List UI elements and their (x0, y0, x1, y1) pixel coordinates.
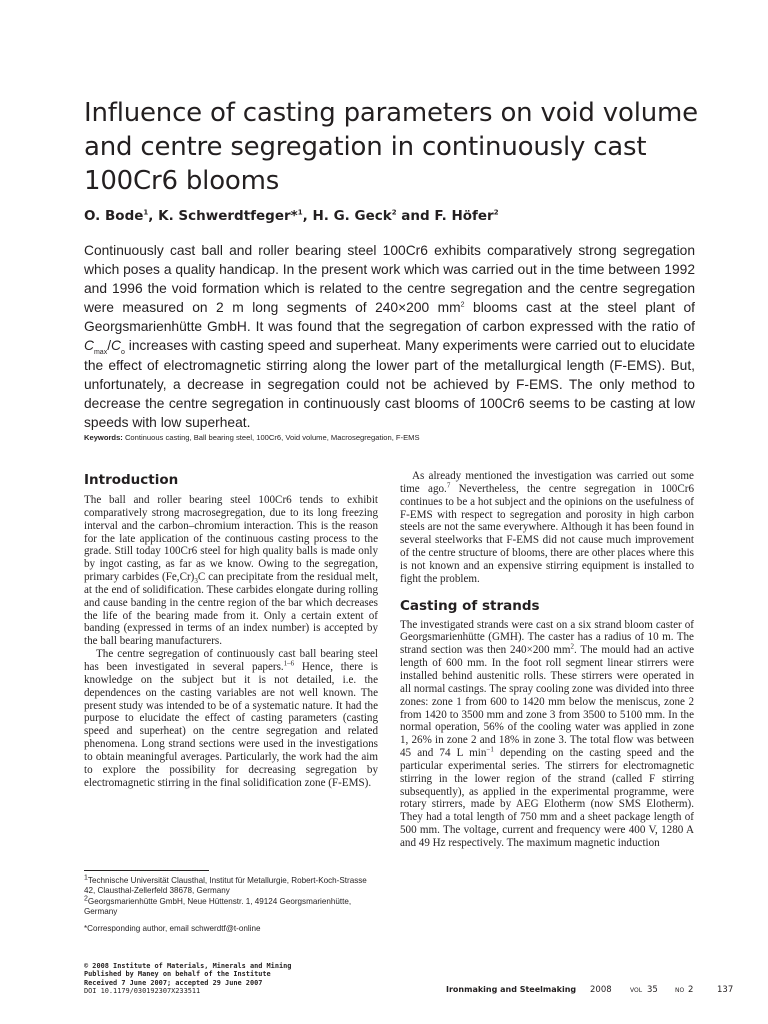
reference-link[interactable]: 1–6 (283, 659, 295, 668)
keywords-text: Continuous casting, Ball bearing steel, 100Cr6, Void volume, Macrosegregation, F-EMS (122, 433, 420, 442)
text: The ball and roller bearing steel 100Cr6 tends to exhibit comparatively strong macrosegregation, due to its long freezing interval and the carbon–chromium interaction. This is the reason for the late application of the continuous casting process to the grade. Still today 100Cr6 steel for high quality balls is made only by ingot casting, as far as we know. Owing to the segregation, primary carbides (Fe,Cr) (84, 494, 378, 584)
page-number: 137 (717, 985, 734, 995)
subscript: max (93, 349, 108, 357)
paragraph (400, 619, 694, 850)
author-conjunction: and (396, 208, 435, 224)
journal-name: Ironmaking and Steelmaking (446, 985, 577, 994)
text: Hence, there is knowledge on the subject but it is not detailed, i.e. the dependences on the casting variables are not well known. The present study was intended to be of a systematic nature. It had the purpose to elucidate the effect of casting parameters (casting speed and superheat) on the centre segregation and related phenomena. Long strand sections were used in the investigations to obtain meaningful averages. Particularly, the work had the aim to explore the possibility for decreasing segregation by electromagnetic stirring in the final solidification zone (F-EMS). (84, 660, 378, 789)
doi-link[interactable]: DOI 10.1179/030192307X233511 (84, 987, 201, 996)
keywords (84, 433, 695, 442)
author-name: K. Schwerdtfeger* (158, 208, 298, 224)
affiliation-marker: 2 (493, 208, 499, 217)
author-name: H. G. Geck (312, 208, 392, 224)
paragraph (84, 648, 378, 789)
text: Nevertheless, the centre segregation in 100Cr6 continues to be a hot subject and the opinions on the usefulness of F-EMS with respect to segregation and porosity in high carbon steels are not the same everywhere. Although it has been found in several steelworks that F-EMS did not cause much improvement of the centre structure of blooms, there are other places where this is not known and an expensive stirring equipment is installed to fight the problem. (400, 482, 694, 585)
affiliation-marker: 1 (297, 208, 303, 217)
volume-label: VOL (630, 987, 643, 994)
affiliation-marker: 2 (391, 208, 397, 217)
abstract (84, 241, 695, 432)
subscript: o (121, 349, 125, 357)
text: As already mentioned the investigation was carried out some time ago. (400, 470, 694, 495)
abstract-paragraph (84, 241, 695, 432)
issue-label: NO (675, 987, 685, 994)
text: The centre segregation of continuously cast ball bearing steel has been investigated in several papers. (84, 648, 378, 673)
abstract-text: blooms cast at the steel plant of Georgsmarienhütte GmbH. It was found that the segregation of carbon expressed with the ratio of (84, 300, 695, 335)
publisher-line: Published by Maney on behalf of the Institute (84, 970, 271, 979)
keywords-label: Keywords: (84, 433, 123, 442)
article-title: Influence of casting parameters on void volume and centre segregation in continuously cast 100Cr6 blooms (84, 98, 698, 196)
math-symbol: C (84, 338, 94, 354)
text: . The mould had an active length of 600 mm. In the foot roll segment linear stirrers were installed behind austenitic rolls. These stirrers were operated in all normal castings. The spray cooling zone was divided into three zones: zone 1 from 600 to 1420 mm below the meniscus, zone 2 from 1420 to 3500 mm and zone 3 from 3500 to 5100 mm. In the normal operation, 56% of the cooling water was applied in zone 1, 26% in zone 2 and 18% in zone 3. The total flow was between 45 and 74 L min (400, 644, 695, 760)
issue-number: 2 (688, 985, 694, 995)
footnote-affiliation-1 (84, 876, 378, 897)
right-column (400, 470, 694, 850)
text: depending on the casting speed and the particular experimental series. The stirrers for electromagnetic stirring in the lower region of the strand (called F stirring subsequently), as applied in the experimental programme, were rotary stirrers, made by AEG Elotherm (now SMS Elotherm). They had a total length of 750 mm and a sheet package length of 500 mm. The voltage, current and frequency were 400 V, 1280 A and 49 Hz respectively. The maximum magnetic induction (400, 747, 695, 849)
math-symbol: C (111, 338, 122, 354)
section-heading-casting: Casting of strands (400, 597, 540, 614)
text: C can precipitate from the residual melt, at the end of solidification. These carbides elongate during rolling and cause banding in the centre region of the bar which decreases the life of the bearing made from it. Only a certain extent of banding (expressed in terms of an index number) is accepted by the ball bearing manufacturers. (84, 571, 378, 648)
affiliation-marker: 1 (143, 208, 149, 217)
text: The investigated strands were cast on a six strand bloom caster of Georgsmarienhütte (GMH). The caster has a radius of 10 m. The strand section was then 240×200 mm (400, 618, 694, 657)
math-symbol: / (107, 338, 112, 354)
author-name: F. Höfer (434, 208, 494, 224)
received-line: Received 7 June 2007; accepted 29 June 2007 (84, 978, 263, 987)
page-footer (446, 984, 736, 998)
footnote-affiliation-2 (84, 897, 378, 918)
footnotes (84, 876, 378, 934)
subscript: 3 (194, 577, 198, 586)
text: Technische Universität Clausthal, Institut für Metallurgie, Robert-Koch-Strasse 42, Clausthal-Zellerfeld 38678, Germany (84, 876, 367, 896)
text: Georgsmarienhütte GmbH, Neue Hüttenstr. 1, 49124 Georgsmarienhütte, Germany (84, 896, 352, 917)
reference-link[interactable]: 7 (446, 481, 451, 490)
superscript: 1 (84, 874, 88, 882)
author-separator: , (302, 208, 313, 224)
author-list (84, 208, 704, 224)
paragraph (84, 494, 378, 648)
superscript: 2 (84, 895, 88, 903)
journal-year: 2008 (590, 985, 612, 995)
superscript: 2 (460, 301, 465, 309)
superscript: −1 (486, 745, 494, 754)
left-column (84, 472, 378, 789)
superscript: 2 (570, 642, 575, 651)
casting-body (400, 619, 694, 850)
introduction-continued (400, 470, 694, 586)
section-heading-introduction: Introduction (84, 472, 179, 488)
footnote-divider (84, 870, 209, 871)
author-separator: , (148, 208, 159, 224)
copyright-block (84, 962, 364, 996)
abstract-text: Continuously cast ball and roller bearing steel 100Cr6 exhibits comparatively strong segregation which poses a quality handicap. In the present work which was carried out in the time between 1992 and 1996 the void formation which is related to the centre segregation and the centre segregation were measured on 2 m long segments of 240×200 mm (84, 243, 695, 316)
abstract-text: increases with casting speed and superheat. Many experiments were carried out to elucidate the effect of electromagnetic stirring along the lower part of the metallurgical length (F-EMS). But, unfortunately, a decrease in segregation could not be achieved by F-EMS. The only method to decrease the centre segregation in continuously cast blooms of 100Cr6 seems to be casting at low speeds with low superheat. (84, 338, 695, 430)
corresponding-author: *Corresponding author, email schwerdtf@t-online (84, 923, 261, 933)
paragraph (400, 470, 694, 586)
volume-number: 35 (647, 985, 658, 995)
author-name: O. Bode (84, 208, 144, 224)
copyright-line: © 2008 Institute of Materials, Minerals and Mining (84, 962, 292, 970)
introduction-body (84, 494, 378, 789)
